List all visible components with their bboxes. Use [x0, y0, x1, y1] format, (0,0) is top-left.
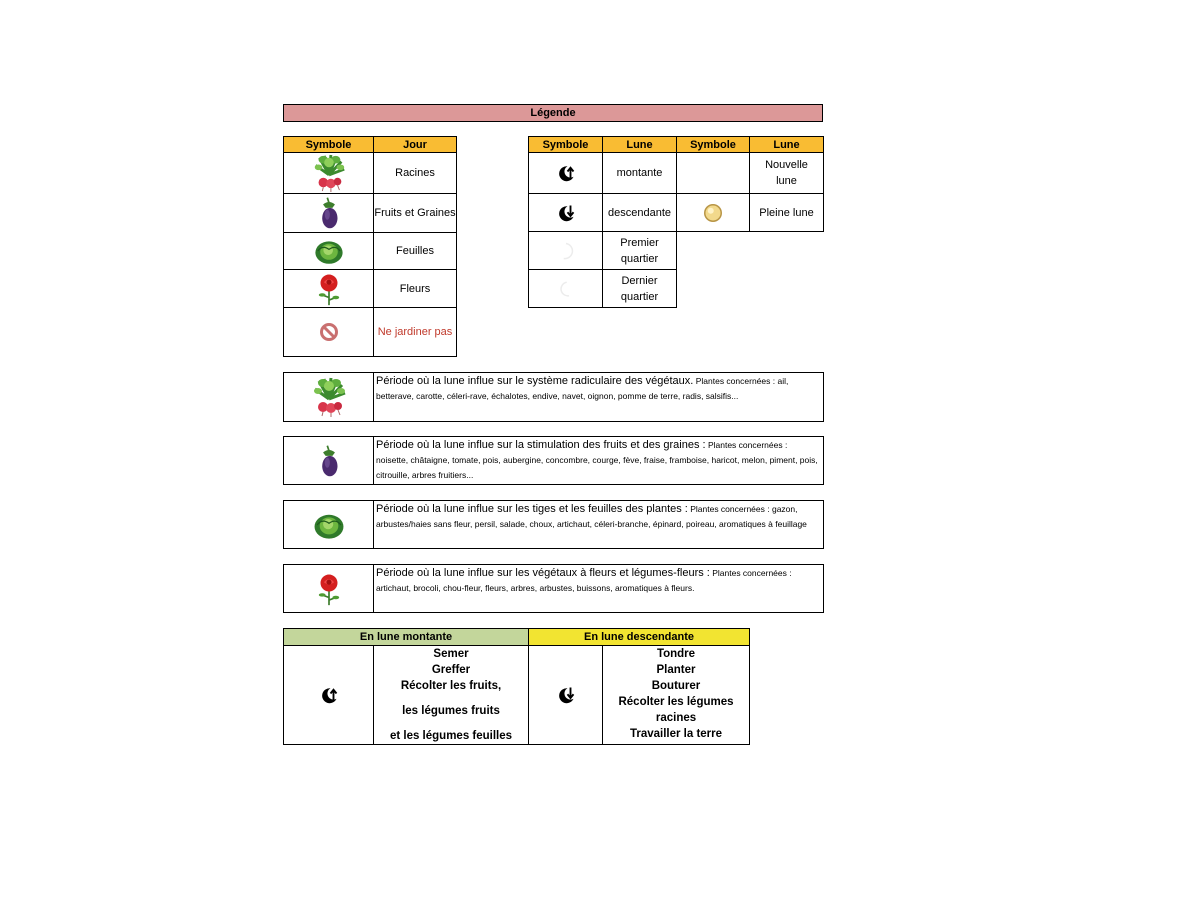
action-item: Tondre — [656, 648, 696, 660]
cabbage-icon — [284, 501, 374, 549]
day-label-ne-jardiner-pas: Ne jardiner pas — [374, 308, 457, 357]
rising-actions-list — [374, 646, 529, 745]
header-symbole-2: Symbole — [677, 137, 750, 153]
period-main-text: Période où la lune influe sur les tiges et les feuilles des plantes : — [376, 503, 688, 515]
header-lune-2: Lune — [750, 137, 824, 153]
moon-descending-icon — [529, 646, 603, 745]
period-flowers — [283, 564, 824, 613]
empty-cell — [750, 232, 824, 270]
header-descending-moon: En lune descendante — [529, 629, 750, 646]
period-description — [374, 373, 824, 422]
eggplant-icon — [284, 194, 374, 233]
descending-actions-list — [603, 646, 750, 745]
period-plants-text: Plantes concernées : gazon, arbustes/haies sans fleur, persil, salade, choux, artichaut, céleri-branche, épinard, poireau, aromatiques à feuillage — [376, 504, 807, 529]
moon-rising-icon — [284, 646, 374, 745]
action-item: Récolter les fruits, — [400, 680, 502, 692]
radish-icon — [284, 153, 374, 194]
day-label-fleurs: Fleurs — [374, 270, 457, 308]
rose-icon — [284, 565, 374, 613]
day-label-feuilles: Feuilles — [374, 233, 457, 270]
period-main-text: Période où la lune influe sur le système radiculaire des végétaux. — [376, 375, 694, 387]
action-item: Récolter les légumes racines — [618, 696, 734, 724]
moon-label-nouvelle-lune: Nouvelle lune — [750, 153, 824, 194]
period-plants-text: Plantes concernées : ail, betterave, carotte, céleri-rave, échalotes, endive, navet, oignon, pomme de terre, radis, salsifis... — [376, 376, 789, 401]
radish-icon — [284, 373, 374, 422]
full-moon-icon — [677, 194, 750, 232]
empty-cell — [677, 232, 750, 270]
period-description — [374, 501, 824, 549]
day-label-racines: Racines — [374, 153, 457, 194]
header-rising-moon: En lune montante — [284, 629, 529, 646]
action-item: Semer — [433, 648, 469, 660]
action-item: Bouturer — [651, 680, 701, 692]
moon-actions-table — [283, 628, 750, 745]
moon-rising-icon — [529, 153, 603, 194]
new-moon-symbol — [677, 153, 750, 194]
action-item: et les légumes feuilles — [389, 730, 513, 742]
last-quarter-icon — [529, 270, 603, 308]
period-main-text: Période où la lune influe sur la stimulation des fruits et des graines : — [376, 439, 706, 451]
header-symbole: Symbole — [284, 137, 374, 153]
action-item: Travailler la terre — [629, 728, 723, 740]
moon-label-pleine-lune: Pleine lune — [750, 194, 824, 232]
legend-title: Légende — [283, 104, 823, 122]
action-item: les légumes fruits — [402, 705, 500, 717]
moon-label-montante: montante — [603, 153, 677, 194]
no-entry-icon — [284, 308, 374, 357]
period-plants-text: Plantes concernées : artichaut, brocoli, chou-fleur, fleurs, arbres, arbustes, buissons, aromatiques à fleurs. — [376, 568, 792, 593]
moon-descending-icon — [529, 194, 603, 232]
day-label-fruits: Fruits et Graines — [374, 194, 457, 233]
day-symbol-table — [283, 136, 457, 357]
moon-label-descendante: descendante — [603, 194, 677, 232]
header-jour: Jour — [374, 137, 457, 153]
header-symbole: Symbole — [529, 137, 603, 153]
moon-symbol-table — [528, 136, 824, 308]
period-plants-text: Plantes concernées : noisette, châtaigne, tomate, pois, aubergine, concombre, courge, fève, fraise, framboise, haricot, melon, piment, pois, citrouille, arbres fruitiers... — [376, 440, 818, 480]
header-lune: Lune — [603, 137, 677, 153]
cabbage-icon — [284, 233, 374, 270]
period-main-text: Période où la lune influe sur les végétaux à fleurs et légumes-fleurs : — [376, 567, 710, 579]
empty-cell — [677, 270, 750, 308]
action-item: Greffer — [431, 664, 471, 676]
rose-icon — [284, 270, 374, 308]
empty-cell — [750, 270, 824, 308]
moon-label-premier-quartier: Premier quartier — [603, 232, 677, 270]
period-description — [374, 437, 824, 485]
action-item: Planter — [656, 664, 696, 676]
period-roots — [283, 372, 824, 422]
period-fruits — [283, 436, 824, 485]
first-quarter-icon — [529, 232, 603, 270]
period-leaves — [283, 500, 824, 549]
moon-label-dernier-quartier: Dernier quartier — [603, 270, 677, 308]
eggplant-icon — [284, 437, 374, 485]
period-description — [374, 565, 824, 613]
